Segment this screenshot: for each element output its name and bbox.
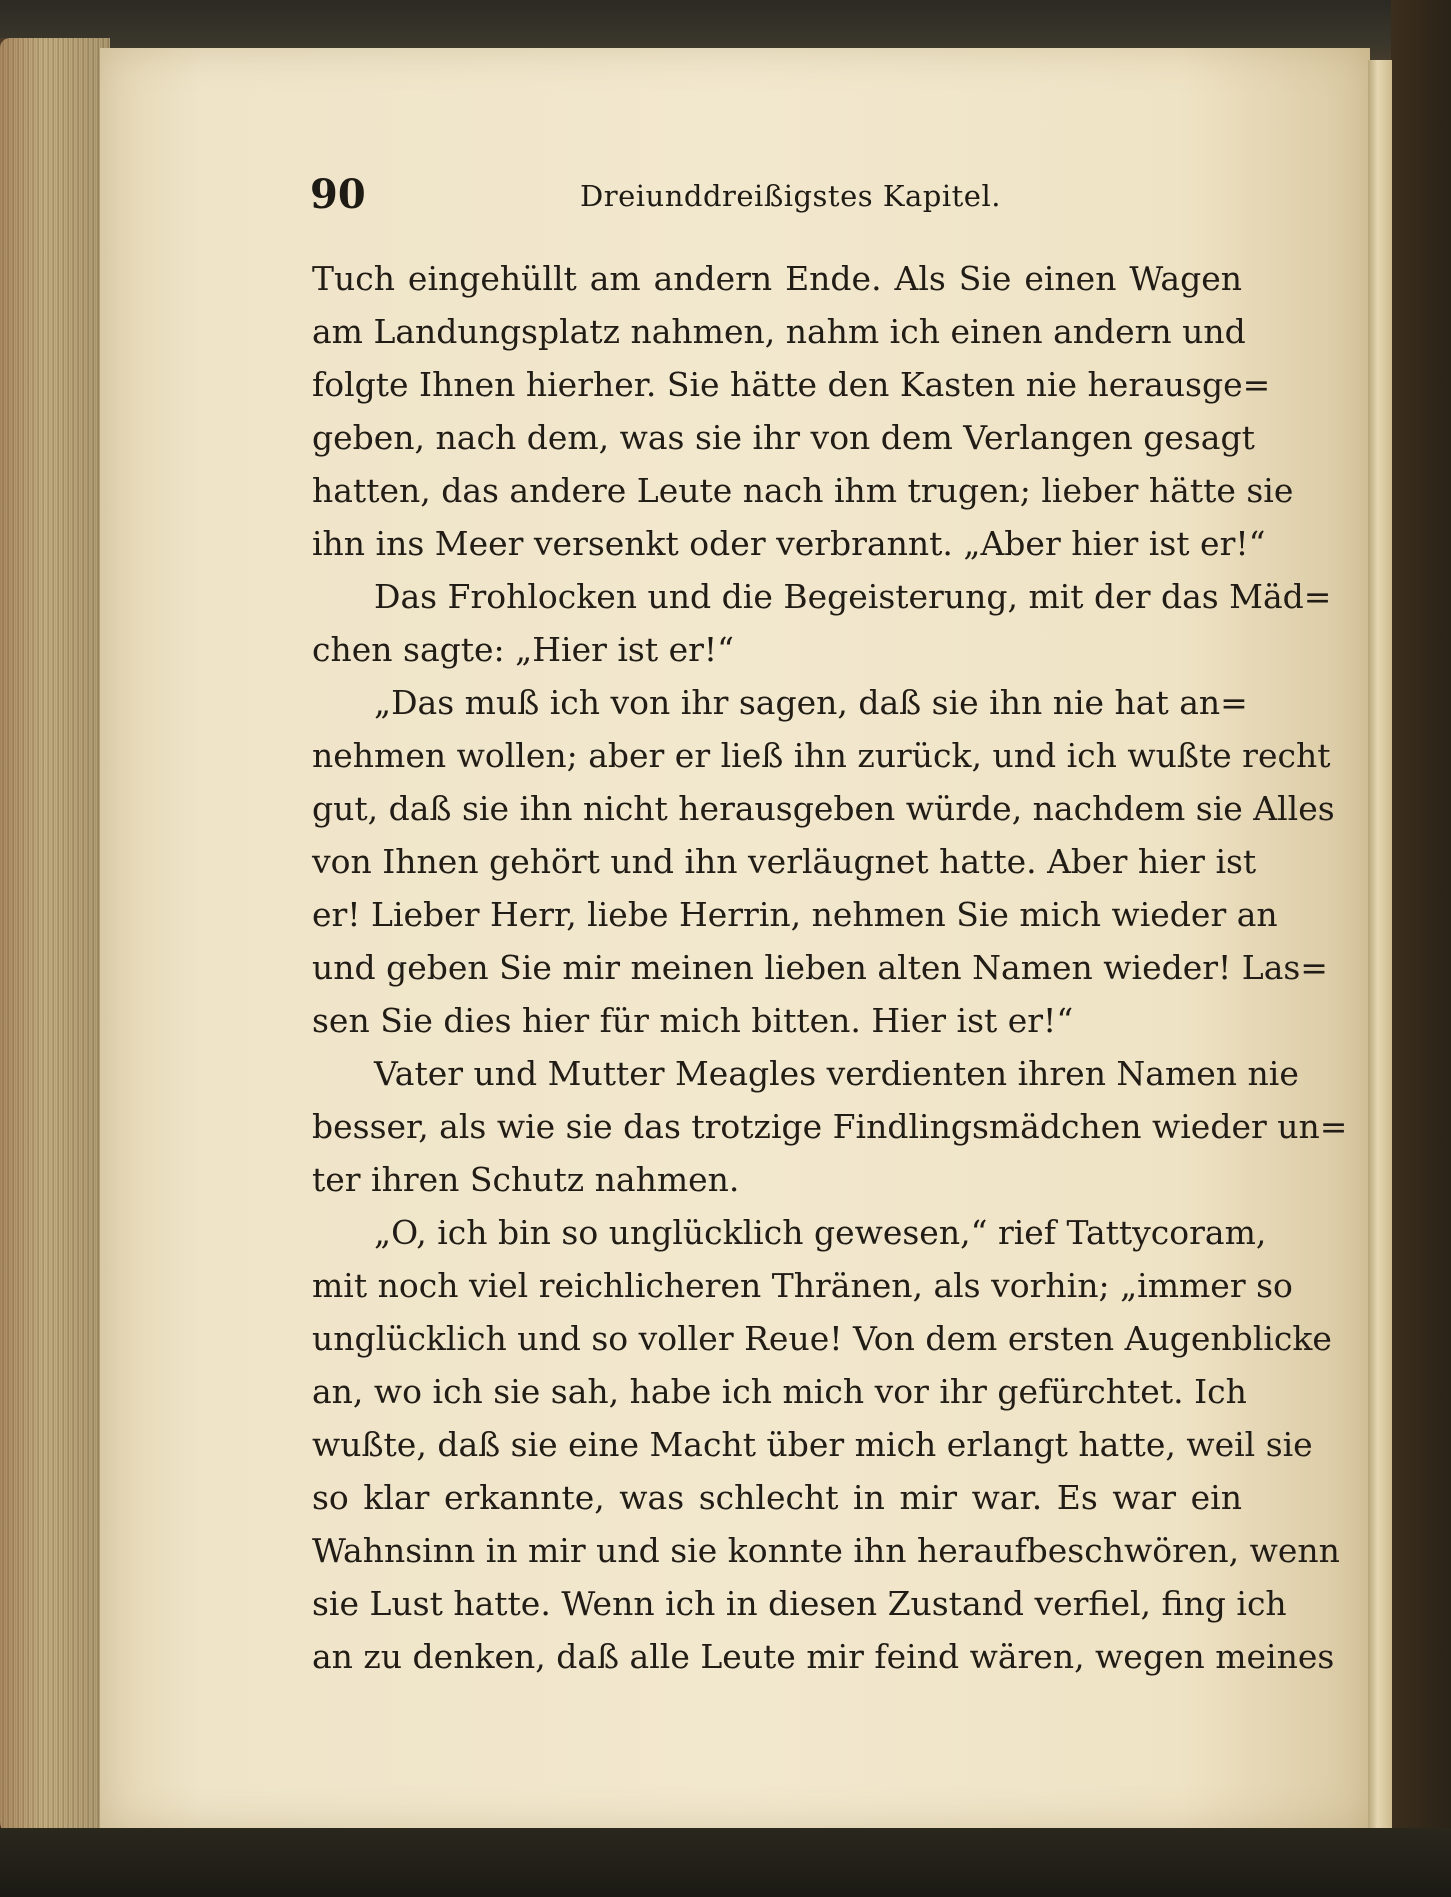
book-cover-right <box>1391 0 1451 1897</box>
text-line: besser, als wie sie das trotzige Findlingsmädchen wieder un= <box>312 1107 1348 1146</box>
text-line: mit noch viel reichlicheren Thränen, als vorhin; „immer so <box>312 1266 1293 1305</box>
text-line: ter ihren Schutz nahmen. <box>312 1160 740 1199</box>
text-line: sie Lust hatte. Wenn ich in diesen Zustand verfiel, fing ich <box>312 1584 1287 1623</box>
page-number: 90 <box>310 171 366 218</box>
text-line: gut, daß sie ihn nicht herausgeben würde, nachdem sie Alles <box>312 789 1335 828</box>
book-cover-bottom <box>0 1828 1451 1897</box>
text-line: sen Sie dies hier für mich bitten. Hier ist er!“ <box>312 1001 1074 1040</box>
text-line: „Das muß ich von ihr sagen, daß sie ihn nie hat an= <box>374 683 1248 722</box>
text-line: Wahnsinn in mir und sie konnte ihn heraufbeschwören, wenn <box>312 1531 1340 1570</box>
text-line: hatten, das andere Leute nach ihm trugen; lieber hätte sie <box>312 471 1294 510</box>
text-line: chen sagte: „Hier ist er!“ <box>312 630 735 669</box>
text-line: Das Frohlocken und die Begeisterung, mit der das Mäd= <box>374 577 1332 616</box>
running-head: Dreiunddreißigstes Kapitel. <box>580 179 1001 213</box>
text-line: „O, ich bin so unglücklich gewesen,“ rief Tattycoram, <box>374 1213 1267 1252</box>
text-line: und geben Sie mir meinen lieben alten Namen wieder! Las= <box>312 948 1328 987</box>
text-line: wußte, daß sie eine Macht über mich erlangt hatte, weil sie <box>312 1425 1313 1464</box>
text-line: ihn ins Meer versenkt oder verbrannt. „Aber hier ist er!“ <box>312 524 1266 563</box>
text-line: von Ihnen gehört und ihn verläugnet hatte. Aber hier ist <box>312 842 1257 881</box>
text-line: so klar erkannte, was schlecht in mir war. Es war ein <box>312 1478 1242 1517</box>
text-line: geben, nach dem, was sie ihr von dem Verlangen gesagt <box>312 418 1255 457</box>
next-page-edge <box>1368 60 1392 1840</box>
text-line: an, wo ich sie sah, habe ich mich vor ihr gefürchtet. Ich <box>312 1372 1247 1411</box>
text-line: unglücklich und so voller Reue! Von dem ersten Augenblicke <box>312 1319 1332 1358</box>
text-line: Tuch eingehüllt am andern Ende. Als Sie einen Wagen <box>312 259 1242 298</box>
text-line: er! Lieber Herr, liebe Herrin, nehmen Sie mich wieder an <box>312 895 1278 934</box>
page-header <box>210 170 1240 230</box>
text-line: nehmen wollen; aber er ließ ihn zurück, und ich wußte recht <box>312 736 1331 775</box>
page-block-edges <box>0 38 110 1838</box>
text-line: folgte Ihnen hierher. Sie hätte den Kasten nie herausge= <box>312 365 1271 404</box>
text-line: am Landungsplatz nahmen, nahm ich einen andern und <box>312 312 1246 351</box>
text-line: an zu denken, daß alle Leute mir feind wären, wegen meines <box>312 1637 1335 1676</box>
body-text <box>312 252 1348 1683</box>
text-line: Vater und Mutter Meagles verdienten ihren Namen nie <box>374 1054 1299 1093</box>
